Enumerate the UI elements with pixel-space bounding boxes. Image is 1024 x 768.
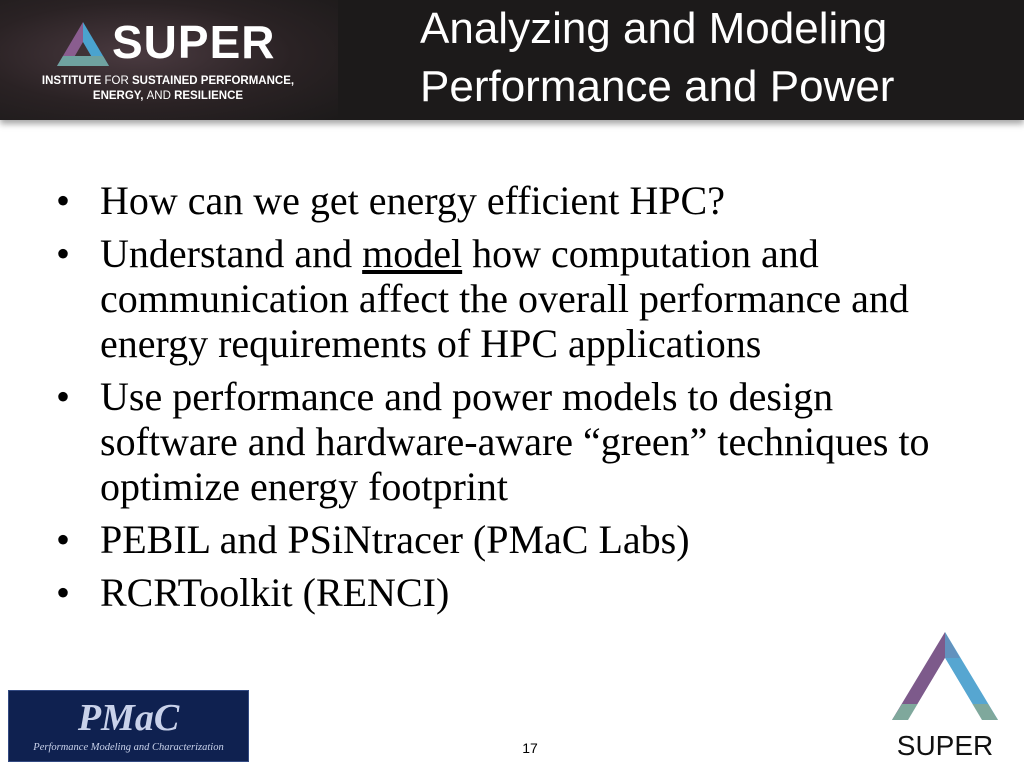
super-triangle-logo-icon — [886, 628, 1004, 728]
bullet-dot: • — [56, 517, 71, 562]
logo-tagline — [20, 74, 316, 104]
bullet-list — [56, 178, 976, 623]
bullet-text: How can we get energy efficient HPC? — [100, 178, 725, 223]
bullet-text: PEBIL and PSiNtracer (PMaC Labs) — [100, 517, 690, 562]
super-label: SUPER — [896, 730, 994, 761]
pmac-wordmark: PMaC — [77, 697, 180, 739]
logo-wordmark: SUPER — [112, 16, 276, 68]
bullet-dot: • — [56, 231, 71, 276]
bullet-dot: • — [56, 374, 71, 419]
bullet-item — [56, 517, 976, 562]
underlined-word-model: model — [362, 231, 463, 276]
logo-tagline-line1: INSTITUTE FOR SUSTAINED PERFORMANCE, — [41, 75, 295, 87]
bullet-item — [56, 374, 976, 509]
pmac-logo — [8, 690, 249, 762]
bullet-item — [56, 231, 976, 366]
logo-tagline-line2: ENERGY, AND RESILIENCE — [92, 90, 244, 102]
bullet-text: Use performance and power models to design software and hardware-aware “green” techniques to optimize energy footprint — [100, 374, 930, 509]
bullet-dot: • — [56, 178, 71, 223]
super-triangle-icon — [55, 20, 111, 68]
page-number: 17 — [522, 740, 538, 756]
slide-title — [420, 0, 980, 116]
bullet-text: Understand and model how computation and communication affect the overall performance and energy requirements of HPC applications — [100, 231, 909, 366]
bullet-item — [56, 570, 976, 615]
slide-title-line2: Performance and Power — [420, 62, 895, 111]
pmac-subtitle: Performance Modeling and Characterization — [33, 742, 224, 753]
bullet-dot: • — [56, 570, 71, 615]
slide-title-line1: Analyzing and Modeling — [420, 4, 888, 53]
super-institute-logo — [0, 0, 338, 120]
bullet-item — [56, 178, 976, 223]
bullet-text: RCRToolkit (RENCI) — [100, 570, 450, 615]
slide-header — [0, 0, 1024, 120]
